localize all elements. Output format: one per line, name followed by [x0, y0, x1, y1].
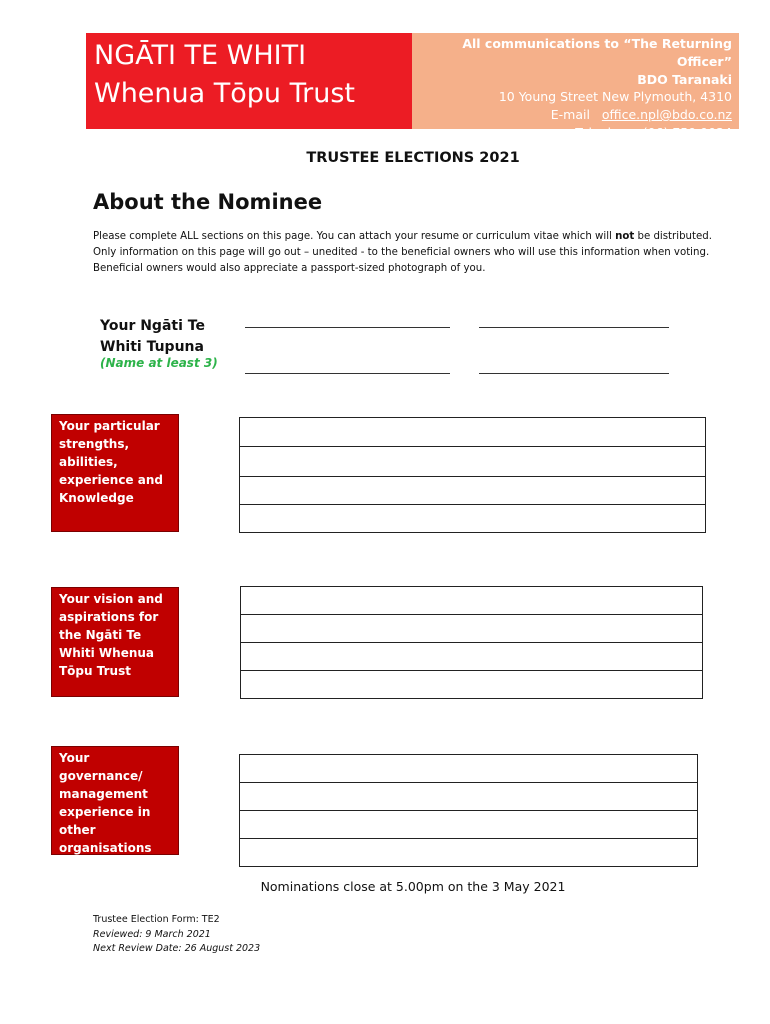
contact-phone: Telephone (06) 759 9034	[575, 124, 732, 140]
vision-answer-box[interactable]	[240, 586, 703, 699]
nominations-close-note: Nominations close at 5.00pm on the 3 May 2021	[260, 879, 566, 894]
answer-rule	[240, 446, 705, 447]
tupuna-blank-4[interactable]	[479, 373, 669, 374]
form-title: TRUSTEE ELECTIONS 2021	[306, 150, 520, 166]
intro-paragraph	[93, 229, 738, 277]
form-footer	[93, 913, 260, 957]
strengths-label: Your particular strengths, abilities, experience and Knowledge	[51, 414, 179, 532]
contact-email-label: E-mail	[550, 107, 590, 123]
org-name-line1: NGĀTI TE WHITI	[94, 40, 307, 71]
answer-rule	[240, 504, 705, 505]
reviewed-date: Reviewed: 9 March 2021	[93, 928, 211, 940]
org-name-banner	[86, 33, 412, 129]
tupuna-hint: (Name at least 3)	[100, 356, 218, 370]
section-heading: About the Nominee	[93, 190, 323, 214]
answer-rule	[241, 642, 702, 643]
contact-address: 10 Young Street New Plymouth, 4310	[498, 89, 732, 105]
tupuna-blank-3[interactable]	[245, 373, 450, 374]
answer-rule	[240, 838, 697, 839]
intro-text-1: Please complete ALL sections on this page. You can attach your resume or curriculum vitae which will	[93, 231, 616, 242]
intro-text-2: be distributed. Only information on this page will go out – unedited - to the beneficial owners who will use this information when voting. Beneficial owners would also appreciate a passport-sized photograph of you.	[93, 231, 712, 274]
form-id: Trustee Election Form: TE2	[93, 914, 220, 925]
governance-answer-box[interactable]	[239, 754, 698, 867]
contact-email-row	[412, 106, 732, 124]
answer-rule	[240, 810, 697, 811]
answer-rule	[241, 670, 702, 671]
tupuna-blank-2[interactable]	[479, 327, 669, 328]
governance-label: Your governance/ management experience in other organisations	[51, 746, 179, 855]
contact-banner	[412, 33, 739, 140]
intro-text-bold: not	[615, 231, 635, 242]
next-review-date: Next Review Date: 26 August 2023	[93, 943, 261, 954]
strengths-answer-box[interactable]	[239, 417, 706, 533]
org-name-line2: Whenua Tōpu Trust	[94, 78, 356, 109]
contact-title: All communications to “The Returning Officer”	[462, 36, 732, 69]
contact-email-link[interactable]: office.npl@bdo.co.nz	[601, 107, 732, 123]
contact-org: BDO Taranaki	[637, 71, 732, 87]
answer-rule	[240, 782, 697, 783]
vision-label: Your vision and aspirations for the Ngāti Te Whiti Whenua Tōpu Trust	[51, 587, 179, 697]
tupuna-label: Your Ngāti Te Whiti Tupuna	[100, 318, 205, 355]
tupuna-blank-1[interactable]	[245, 327, 450, 328]
answer-rule	[241, 614, 702, 615]
answer-rule	[240, 476, 705, 477]
